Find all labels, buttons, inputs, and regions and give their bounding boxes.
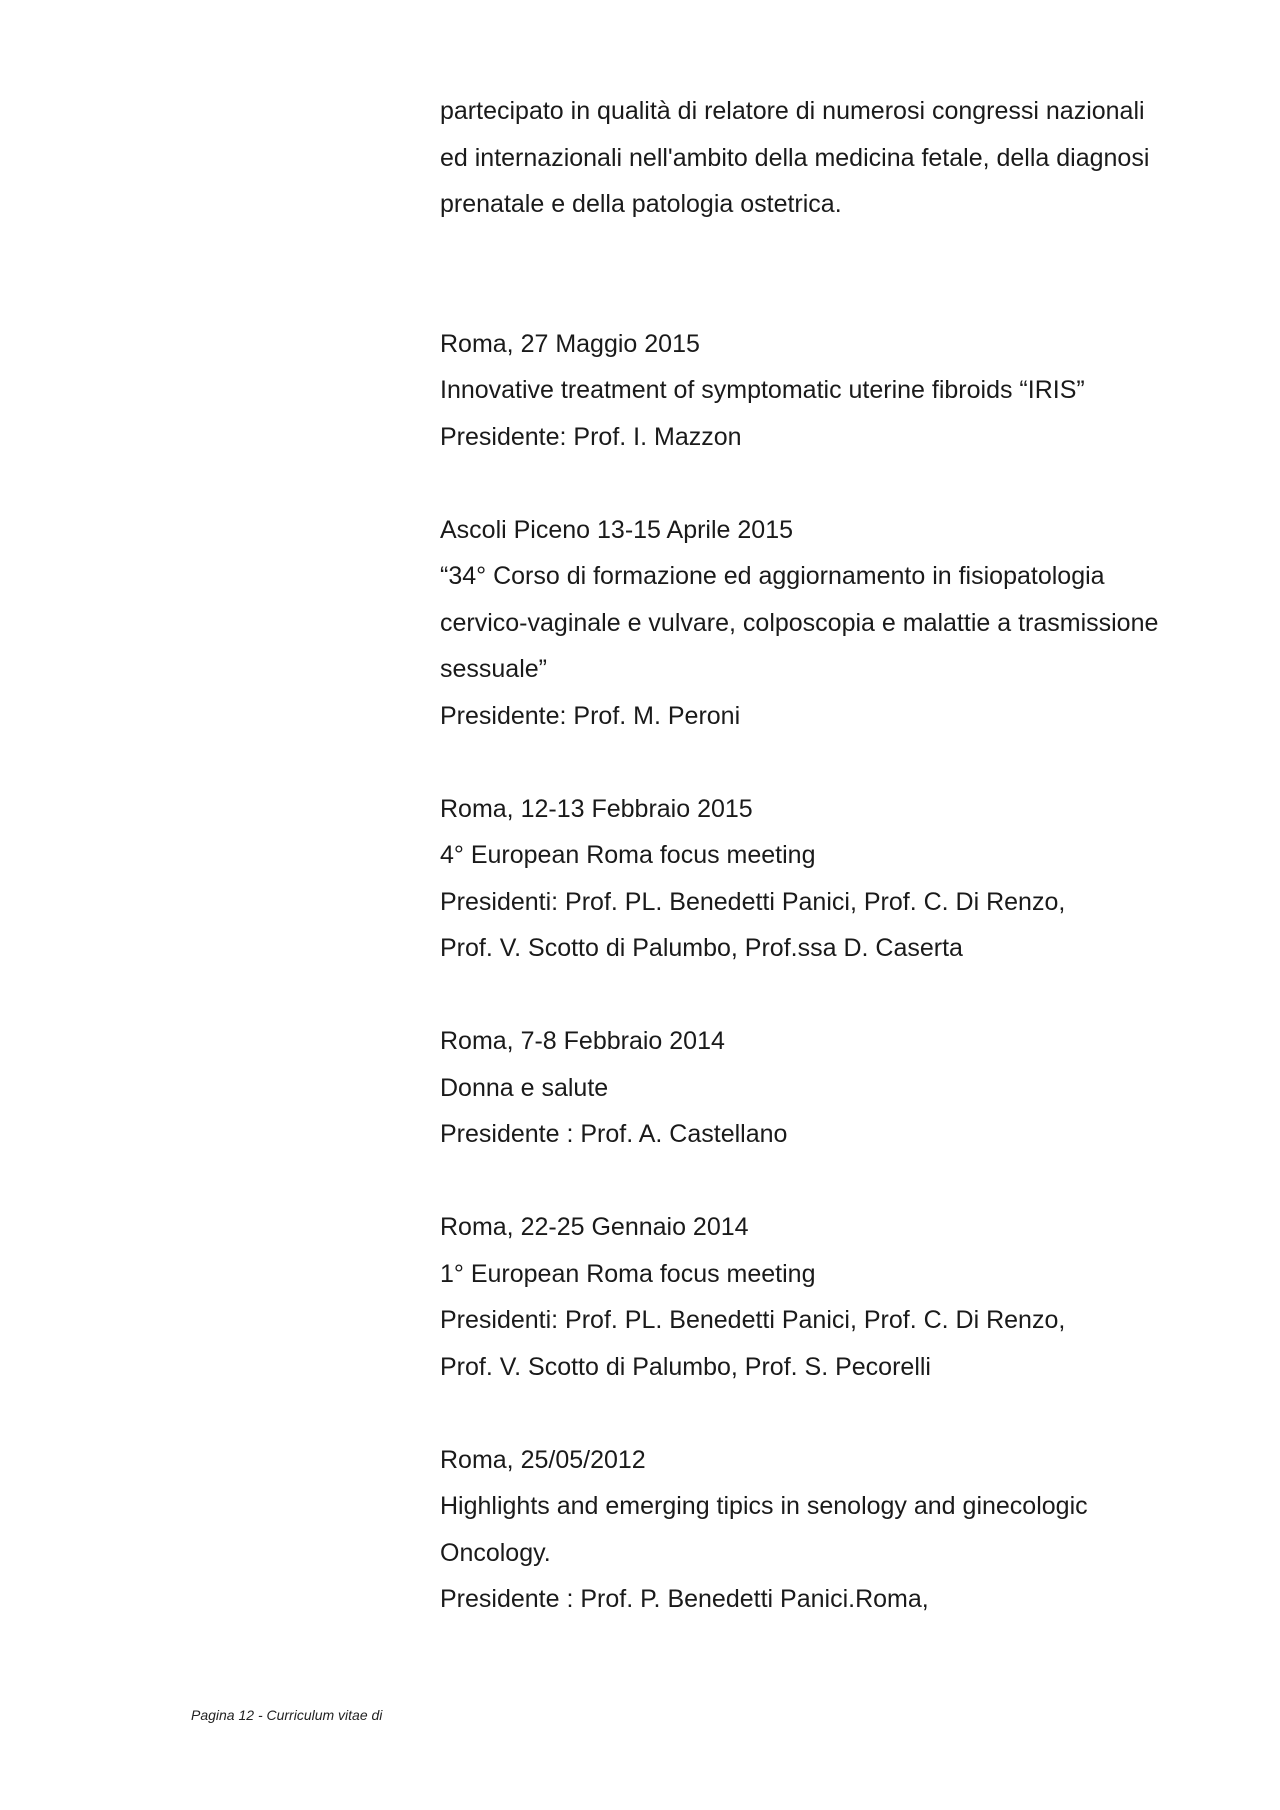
entry-title: Highlights and emerging tipics in senology and ginecologic bbox=[440, 1492, 1088, 1520]
entry-title: cervico-vaginale e vulvare, colposcopia e malattie a trasmissione bbox=[440, 608, 1159, 637]
entry-date: Roma, 27 Maggio 2015 bbox=[440, 329, 700, 358]
congress-entry bbox=[440, 786, 1220, 972]
entry-title: Oncology. bbox=[440, 1538, 551, 1567]
entry-president: Presidente : Prof. P. Benedetti Panici.Roma, bbox=[440, 1585, 929, 1613]
entry-date: Roma, 25/05/2012 bbox=[440, 1445, 646, 1474]
intro-paragraph bbox=[440, 88, 1220, 228]
entry-president: Presidente: Prof. I. Mazzon bbox=[440, 422, 742, 451]
entry-date: Ascoli Piceno 13-15 Aprile 2015 bbox=[440, 515, 794, 544]
entry-president: Presidenti: Prof. PL. Benedetti Panici, Prof. C. Di Renzo, bbox=[440, 887, 1066, 916]
entry-president: Prof. V. Scotto di Palumbo, Prof. S. Pecorelli bbox=[440, 1352, 931, 1381]
congress-entry bbox=[440, 1204, 1220, 1390]
document-body bbox=[440, 88, 1220, 1669]
entry-title: “34° Corso di formazione ed aggiornamento in fisiopatologia bbox=[440, 562, 1105, 590]
congress-entry bbox=[440, 1018, 1220, 1158]
entry-date: Roma, 7-8 Febbraio 2014 bbox=[440, 1027, 725, 1055]
entry-title: 1° European Roma focus meeting bbox=[440, 1259, 816, 1288]
entry-president: Presidente: Prof. M. Peroni bbox=[440, 701, 741, 730]
congress-entry bbox=[440, 507, 1220, 740]
congress-entry bbox=[440, 1437, 1220, 1623]
intro-line: partecipato in qualità di relatore di numerosi congressi nazionali bbox=[440, 97, 1145, 125]
entry-date: Roma, 22-25 Gennaio 2014 bbox=[440, 1213, 749, 1241]
entry-president: Presidente : Prof. A. Castellano bbox=[440, 1120, 788, 1148]
entry-president: Prof. V. Scotto di Palumbo, Prof.ssa D. Caserta bbox=[440, 934, 963, 962]
entry-title: Innovative treatment of symptomatic uterine fibroids “IRIS” bbox=[440, 376, 1085, 404]
intro-line: prenatale e della patologia ostetrica. bbox=[440, 190, 842, 218]
entry-date: Roma, 12-13 Febbraio 2015 bbox=[440, 794, 753, 823]
entry-title: Donna e salute bbox=[440, 1073, 609, 1102]
page-footer: Pagina 12 - Curriculum vitae di bbox=[191, 1707, 383, 1723]
entry-president: Presidenti: Prof. PL. Benedetti Panici, Prof. C. Di Renzo, bbox=[440, 1306, 1066, 1334]
intro-line: ed internazionali nell'ambito della medicina fetale, della diagnosi bbox=[440, 143, 1150, 172]
congress-entry bbox=[440, 321, 1220, 461]
entry-title: 4° European Roma focus meeting bbox=[440, 841, 816, 869]
entry-title: sessuale” bbox=[440, 655, 547, 683]
